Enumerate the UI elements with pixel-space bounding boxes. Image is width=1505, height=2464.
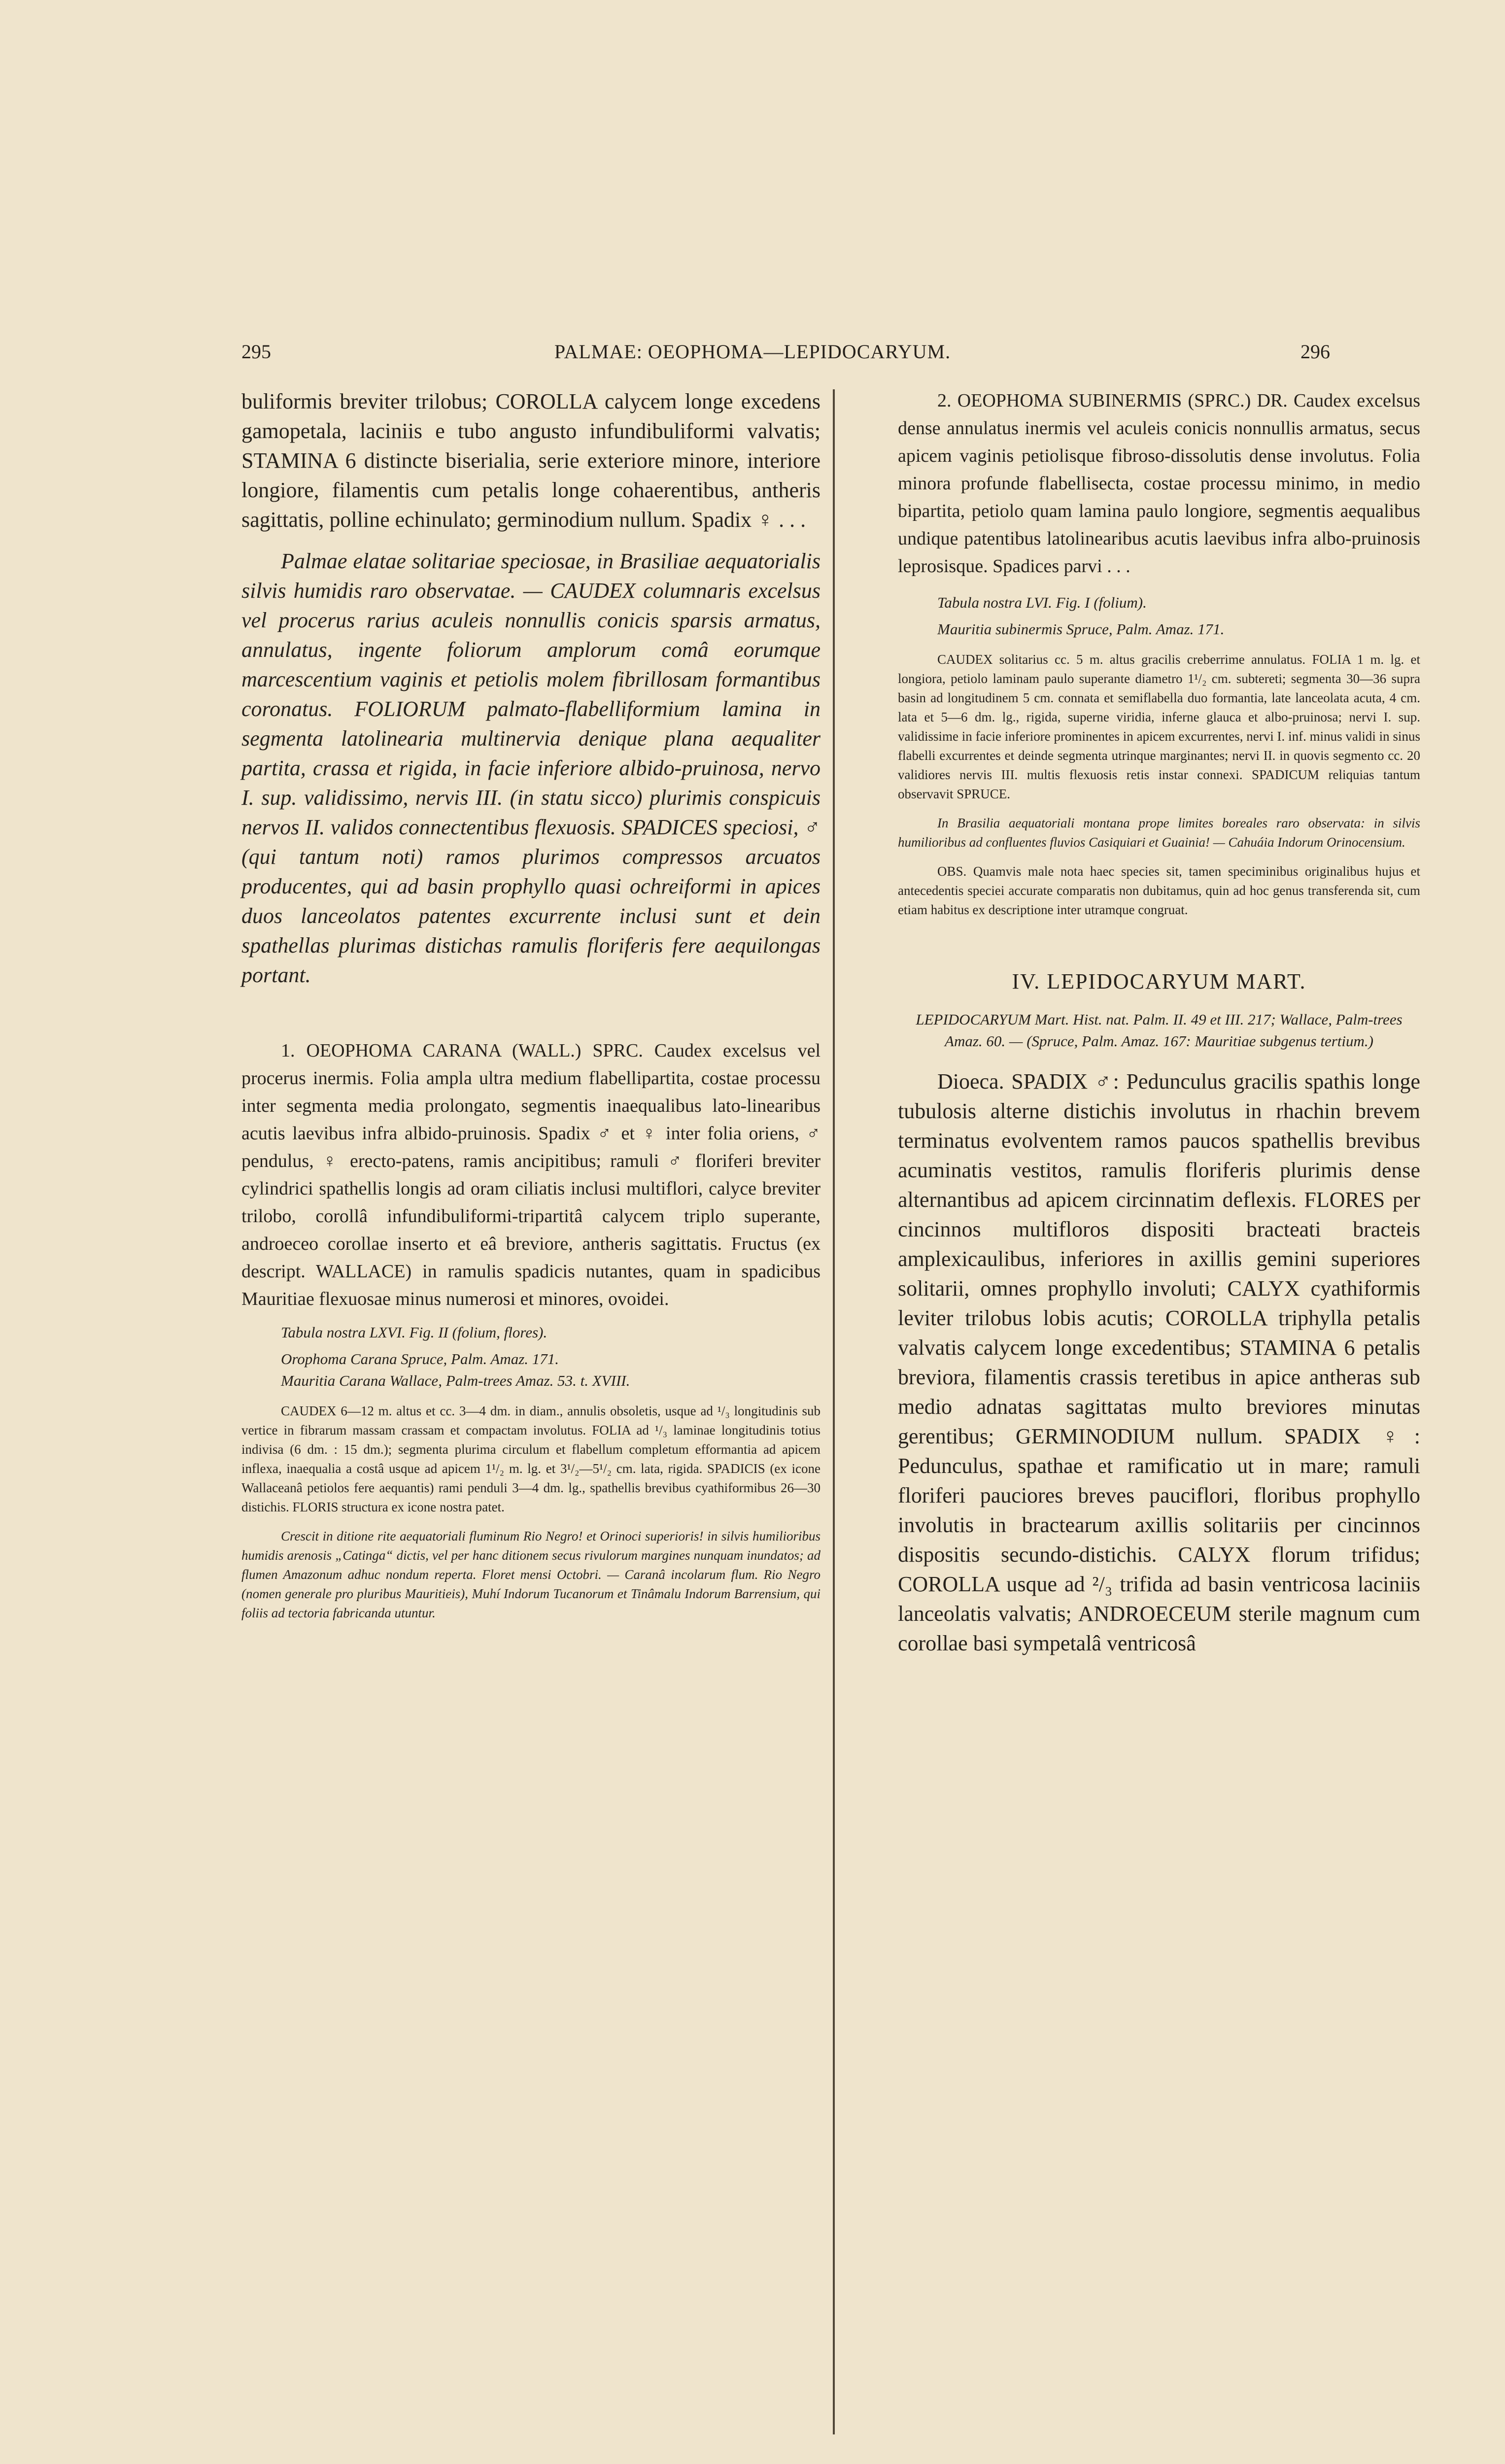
right-column <box>898 387 1420 1658</box>
species-1-distribution: Crescit in ditione rite aequatoriali fluminum Rio Negro! et Orinoci superioris! in silvis humilioribus humidis arenosis „Catinga“ dictis, vel per hanc ditionem secus rivulorum margines nunquam inundatos; ad flumen Amazonum adhuc nondum reperta. Floret mensi Octobri. — Caranâ incolarum flum. Rio Negro (nomen generale pro pluribus Mauritieis), Muhí Indorum Tucanorum et Tinâmalu Indorum Barrensium, qui foliis ad tectoria fabricanda utuntur. <box>241 1529 821 1620</box>
species-1-ref-wallace: Mauritia Carana Wallace, Palm-trees Amaz. 53. t. XVIII. <box>281 1372 630 1389</box>
genus-iv-references: LEPIDOCARYUM Mart. Hist. nat. Palm. II. 49 et III. 217; Wallace, Palm-trees Amaz. 60. — (Spruce, Palm. Amaz. 167: Mauritiae subgenus tertium.) <box>916 1011 1402 1050</box>
species-2-ref-plate: Tabula nostra LVI. Fig. I (folium). <box>937 594 1147 611</box>
genus-habit-description: Palmae elatae solitariae speciosae, in Brasiliae aequatorialis silvis humidis raro observatae. — CAUDEX columnaris excelsus vel procerus rarius aculeis nonnullis conicis sparsis armatus, annulatus, ingente foliorum amplorum comâ eorumque marcescentium vaginis et petiolis molem fibrillosam formantibus coronatus. FOLIORUM palmato-flabelliformium lamina in segmenta latolinearia multinervia denique plana aequaliter partita, crassa et rigida, in facie inferiore albido-pruinosa, nervo I. sup. validissimo, nervis III. (in statu sicco) plurimis conspicuis nervos II. validos connectentibus flexuosis. SPADICES speciosi, ♂ (qui tantum noti) ramos plurimos compressos arcuatos producentes, qui ad basin prophyllo quasi ochreiformi in apices duos lanceolatos patentes excurrente inclusi sunt et dein spathellas plurimas distichas ramulis floriferis fere aequilongas portant. <box>241 549 821 987</box>
species-2-observation: OBS. Quamvis male nota haec species sit, tamen speciminibus originalibus hujus et antecedentis speciei accurate comparatis non dubitamus, quin ad hoc genus transferenda sit, cum etiam habitus ex descriptione inter utramque congruat. <box>898 864 1420 917</box>
column-divider <box>833 389 835 2434</box>
running-title: PALMAE: OEOPHOMA—LEPIDOCARYUM. <box>554 341 951 363</box>
species-2-description: CAUDEX solitarius cc. 5 m. altus gracilis creberrime annulatus. FOLIA 1 m. lg. et longiora, petiolo laminam paulo superante diametro 1¹/₂ cm. subtereti; segmenta 30—36 supra basin ad longitudinem 5 cm. connata et semiflabella duo formantia, late lanceolata acuta, 4 cm. lata et 5—6 dm. lg., rigida, superne viridia, inferne glauca et albo-pruinosa; nervi I. sup. validissime in facie inferiore prominentes in apicem excurrentes, nervi I. inf. minus validi in sinus flabelli excurrentes et deinde segmenta utrinque marginantes; nervi II. in quovis segmento cc. 20 validiores nervis III. multis flexuosis retis instar connexi. SPADICUM reliquias tantum observavit SPRUCE. <box>898 652 1420 801</box>
left-column <box>241 387 821 1623</box>
species-1-ref-plate: Tabula nostra LXVI. Fig. II (folium, flores). <box>281 1324 547 1341</box>
species-2-diagnosis: 2. OEOPHOMA SUBINERMIS (SPRC.) DR. Caudex excelsus dense annulatus inermis vel aculeis conicis nonnullis armatus, secus apicem vaginis petiolisque fibroso-dissolutis dense involutus. Folia minora profunde flabellisecta, costae processu minimo, in medio bipartita, petiolo quam lamina paulo longiore, segmentis aequalibus undique patentibus latolinearibus acutis laevibus infra albo-pruinosis leprosisque. Spadices parvi . . . <box>898 390 1420 577</box>
running-header <box>0 340 1505 370</box>
page-number-left: 295 <box>241 341 271 363</box>
page-number-right: 296 <box>1300 341 1330 363</box>
genus-iv-heading: IV. LEPIDOCARYUM MART. <box>1012 969 1306 993</box>
species-2-distribution: In Brasilia aequatoriali montana prope limites boreales raro observata: in silvis humilioribus ad confluentes fluvios Casiquiari et Guainia! — Cahuáia Indorum Orinocensium. <box>898 816 1420 850</box>
species-1-description: CAUDEX 6—12 m. altus et cc. 3—4 dm. in diam., annulis obsoletis, usque ad ¹/₃ longitudinis sub vertice in fibrarum massam crassam et compactam involutus. FOLIA ad ¹/₃ laminae longitudinis totius indivisa (6 dm. : 15 dm.); segmenta plurima circulum et flabellum completum efformantia ad apicem inflexa, inaequalia a costâ usque ad apicem 1¹/₂ m. lg. et 3¹/₂—5¹/₂ cm. lata, rigida. SPADICIS (ex icone Wallaceanâ petiolos fere aequantis) rami penduli 3—4 dm. lg., spathellis brevibus cyathiformibus 26—30 distichis. FLORIS structura ex icone nostra patet. <box>241 1403 821 1514</box>
species-1-diagnosis: 1. OEOPHOMA CARANA (WALL.) SPRC. Caudex excelsus vel procerus inermis. Folia ampla ultra medium flabellipartita, costae processu inter segmenta media prolongato, segmentis inaequalibus lato-linearibus acutis laevibus infra albido-pruinosis. Spadix ♂ et ♀ inter folia oriens, ♂ pendulus, ♀ erecto-patens, ramis ancipitibus; ramuli ♂ floriferi breviter cylindrici spathellis longis ad oram ciliatis inclusi multiflori, calyce breviter trilobo, corollâ infundibuliformi-tripartitâ calycem triplo superante, androeceo corollae inserto et eâ breviore, antheris sagittatis. Fructus (ex descript. WALLACE) in ramulis spadicis nutantes, quam in spadicibus Mauritiae flexuosae minus numerosi et minores, ovoidei. <box>241 1040 821 1309</box>
species-2-ref-spruce: Mauritia subinermis Spruce, Palm. Amaz. 171. <box>937 620 1225 638</box>
genus-description-continued: buliformis breviter trilobus; COROLLA calycem longe excedens gamopetala, laciniis e tubo angusto infundibuliformi valvatis; STAMINA 6 distincte biserialia, serie exteriore minore, interiore longiore, filamentis cum petalis longe cohaerentibus, antheris sagittatis, polline echinulato; germinodium nullum. Spadix ♀ . . . <box>241 389 821 532</box>
genus-iv-description: Dioeca. SPADIX ♂: Pedunculus gracilis spathis longe tubulosis alterne distichis involutus in rhachin brevem terminatus evolventem ramos paucos spathellis brevibus acuminatis vestitos, ramulis floriferis plurimis dense alternantibus ad apicem circinnatim deflexis. FLORES per cincinnos multifloros dispositi bracteati bracteis amplexicaulibus, inferiores in axillis gemini superiores solitarii, omnes prophyllo involuti; CALYX cyathiformis leviter trilobus lobis acutis; COROLLA triphylla petalis valvatis calycem longe excedentibus; STAMINA 6 petalis breviora, filamentis crassis teretibus in apice antheras sub medio adnatas sagittatas multo breviores minutas gerentibus; GERMINODIUM nullum. SPADIX ♀: Pedunculus, spathae et ramificatio ut in mare; ramuli floriferi pauciores breves pauciflori, floribus prophyllo involutis in bractearum axillis solitariis per cincinnos dispositis secundo-distichis. CALYX florum trifidus; COROLLA usque ad ²/₃ trifida ad basin ventricosa laciniis lanceolatis valvatis; ANDROECEUM sterile magnum cum corollae basi sympetalâ ventricosâ <box>898 1069 1420 1655</box>
species-1-ref-spruce: Orophoma Carana Spruce, Palm. Amaz. 171. <box>281 1350 559 1368</box>
